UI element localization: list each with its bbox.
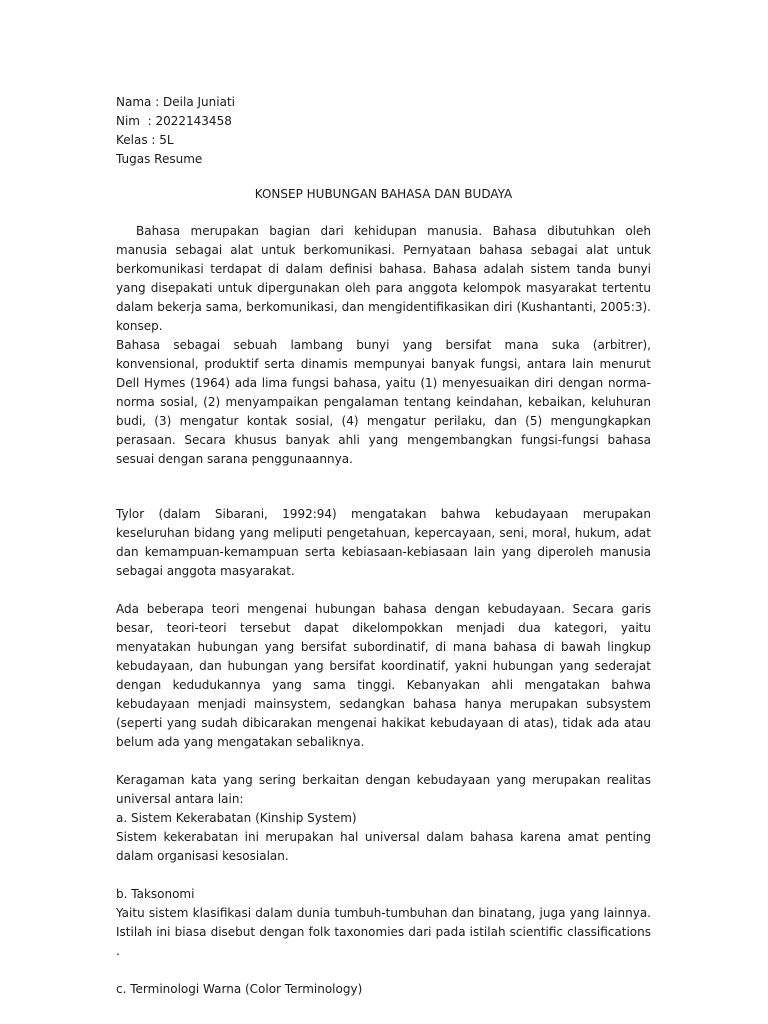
section-b-heading: b. Taksonomi bbox=[116, 887, 195, 901]
spacer bbox=[116, 581, 651, 600]
paragraph-teori-hubungan: Ada beberapa teori mengenai hubungan bahasa dengan kebudayaan. Secara garis besar, teori-teori tersebut dapat dikelompokkan menjadi dua kategori, yaitu menyatakan hubungan yang bersifat subordinatif, di mana bahasa di bawah lingkup kebudayaan, dan hubungan yang bersifat koordinatif, yakni hubungan yang sederajat dengan kedudukannya yang sama tinggi. Kebanyakan ahli mengatakan bahwa kebudayaan menjadi mainsystem, sedangkan bahasa hanya merupakan subsystem (seperti yang sudah dibicarakan mengenai hakikat kebudayaan di atas), tidak ada atau belum ada yang mengatakan sebaliknya. bbox=[116, 602, 651, 749]
student-info bbox=[116, 93, 651, 169]
spacer bbox=[116, 469, 651, 505]
paragraph-fungsi-bahasa: Bahasa sebagai sebuah lambang bunyi yang bersifat mana suka (arbitrer), konvensional, produktif serta dinamis mempunyai banyak fungsi, antara lain menurut Dell Hymes (1964) ada lima fungsi bahasa, yaitu (1) menyesuaikan diri dengan norma-norma sosial, (2) menyampaikan pengalaman tentang keindahan, kebaikan, keluhuran budi, (3) mengatur kontak sosial, (4) mengatur perilaku, dan (5) mengungkapkan perasaan. Secara khusus banyak ahli yang mengembangkan fungsi-fungsi bahasa sesuai dengan sarana penggunaannya. bbox=[116, 338, 651, 466]
document-title: KONSEP HUBUNGAN BAHASA DAN BUDAYA bbox=[254, 187, 513, 201]
paragraph-bahasa-definisi: Bahasa merupakan bagian dari kehidupan manusia. Bahasa dibutuhkan oleh manusia sebagai alat untuk berkomunikasi. Pernyataan bahasa sebagai alat untuk berkomunikasi terdapat di dalam definisi bahasa. Bahasa adalah sistem tanda bunyi yang disepakati untuk dipergunakan oleh para anggota kelompok masyarakat tertentu dalam bekerja sama, berkomunikasi, dan mengidentifikasikan diri (Kushantanti, 2005:3). konsep. bbox=[116, 224, 651, 333]
document-page bbox=[116, 93, 651, 999]
spacer bbox=[116, 961, 651, 980]
section-a-body: Sistem kekerabatan ini merupakan hal universal dalam bahasa karena amat penting dalam organisasi kesosialan. bbox=[116, 830, 651, 863]
assignment-type: Tugas Resume bbox=[116, 152, 203, 166]
spacer bbox=[116, 866, 651, 885]
student-name: Nama : Deila Juniati bbox=[116, 95, 235, 109]
section-b-body: Yaitu sistem klasifikasi dalam dunia tumbuh-tumbuhan dan binatang, juga yang lainnya. Istilah ini biasa disebut dengan folk taxonomies dari pada istilah scientific classifications . bbox=[116, 906, 651, 958]
spacer bbox=[116, 752, 651, 771]
section-a-heading: a. Sistem Kekerabatan (Kinship System) bbox=[116, 811, 357, 825]
section-c-heading: c. Terminologi Warna (Color Terminology) bbox=[116, 982, 363, 996]
paragraph-tylor: Tylor (dalam Sibarani, 1992:94) mengatakan bahwa kebudayaan merupakan keseluruhan bidang yang meliputi pengetahuan, kepercayaan, seni, moral, hukum, adat dan kemampuan-kemampuan serta kebiasaan-kebiasaan lain yang diperoleh manusia sebagai anggota masyarakat. bbox=[116, 507, 651, 578]
student-class: Kelas : 5L bbox=[116, 133, 174, 147]
paragraph-keragaman-kata: Keragaman kata yang sering berkaitan dengan kebudayaan yang merupakan realitas universal antara lain: bbox=[116, 773, 651, 806]
student-nim: Nim : 2022143458 bbox=[116, 114, 232, 128]
